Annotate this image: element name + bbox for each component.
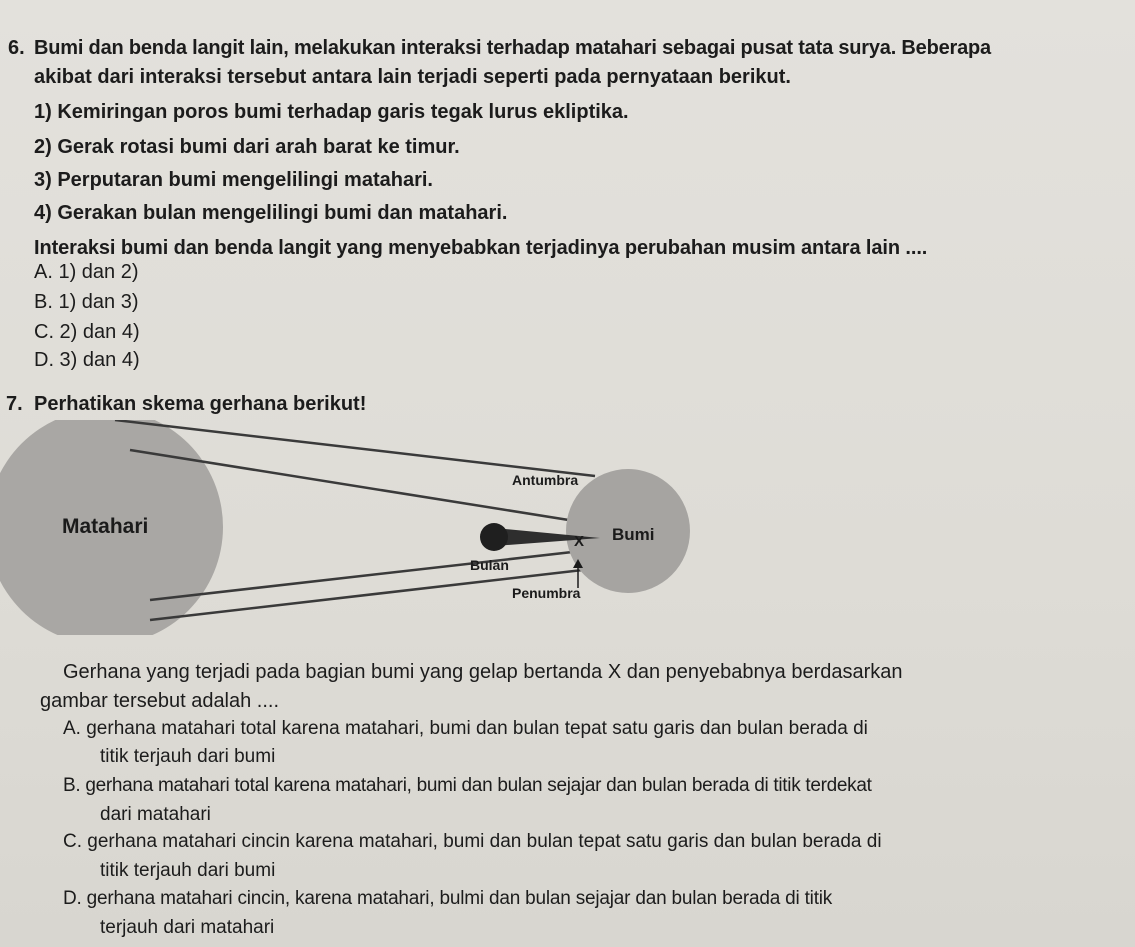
- q6-stem-line1: Bumi dan benda langit lain, melakukan interaksi terhadap matahari sebagai pusat tata surya. Beberapa: [34, 37, 991, 59]
- q7-title: Perhatikan skema gerhana berikut!: [34, 393, 367, 415]
- q7-question-line1: Gerhana yang terjadi pada bagian bumi yang gelap bertanda X dan penyebabnya berdasarkan: [63, 661, 903, 683]
- moon-shape: [480, 523, 508, 551]
- q7-option-b-line1[interactable]: B. gerhana matahari total karena matahari, bumi dan bulan sejajar dan bulan berada di titik terdekat: [63, 775, 872, 796]
- q6-statement-3: 3) Perputaran bumi mengelilingi matahari.: [34, 169, 433, 191]
- eclipse-diagram: [0, 420, 720, 635]
- q6-option-a[interactable]: A. 1) dan 2): [34, 261, 139, 283]
- q7-option-c-line2: titik terjauh dari bumi: [100, 860, 276, 881]
- moon-label: Bulan: [470, 557, 509, 573]
- q7-option-c-line1[interactable]: C. gerhana matahari cincin karena matahari, bumi dan bulan tepat satu garis dan bulan berada di: [63, 831, 882, 852]
- q7-option-a-line1[interactable]: A. gerhana matahari total karena matahari, bumi dan bulan tepat satu garis dan bulan berada di: [63, 718, 868, 739]
- x-marker: X: [574, 533, 585, 550]
- earth-label: Bumi: [612, 525, 655, 544]
- q6-number: 6.: [8, 37, 25, 59]
- q6-option-d[interactable]: D. 3) dan 4): [34, 349, 140, 371]
- q6-stem-line2: akibat dari interaksi tersebut antara lain terjadi seperti pada pernyataan berikut.: [34, 66, 791, 88]
- q6-statement-1: 1) Kemiringan poros bumi terhadap garis tegak lurus ekliptika.: [34, 101, 629, 123]
- q7-question-line2: gambar tersebut adalah ....: [40, 690, 280, 712]
- q6-statement-4: 4) Gerakan bulan mengelilingi bumi dan matahari.: [34, 202, 508, 224]
- q6-question: Interaksi bumi dan benda langit yang menyebabkan terjadinya perubahan musim antara lain ....: [34, 237, 928, 259]
- q7-option-d-line2: terjauh dari matahari: [100, 917, 275, 938]
- antumbra-label: Antumbra: [512, 472, 579, 488]
- q7-option-d-line1[interactable]: D. gerhana matahari cincin, karena matahari, bulmi dan bulan sejajar dan bulan berada di titik: [63, 888, 833, 909]
- q6-statement-2: 2) Gerak rotasi bumi dari arah barat ke timur.: [34, 136, 460, 158]
- sun-label: Matahari: [62, 515, 149, 538]
- q6-option-b[interactable]: B. 1) dan 3): [34, 291, 139, 313]
- penumbra-label: Penumbra: [512, 585, 581, 601]
- q7-number: 7.: [6, 393, 23, 415]
- q6-option-c[interactable]: C. 2) dan 4): [34, 321, 140, 343]
- q7-option-b-line2: dari matahari: [100, 804, 211, 825]
- q7-option-a-line2: titik terjauh dari bumi: [100, 746, 276, 767]
